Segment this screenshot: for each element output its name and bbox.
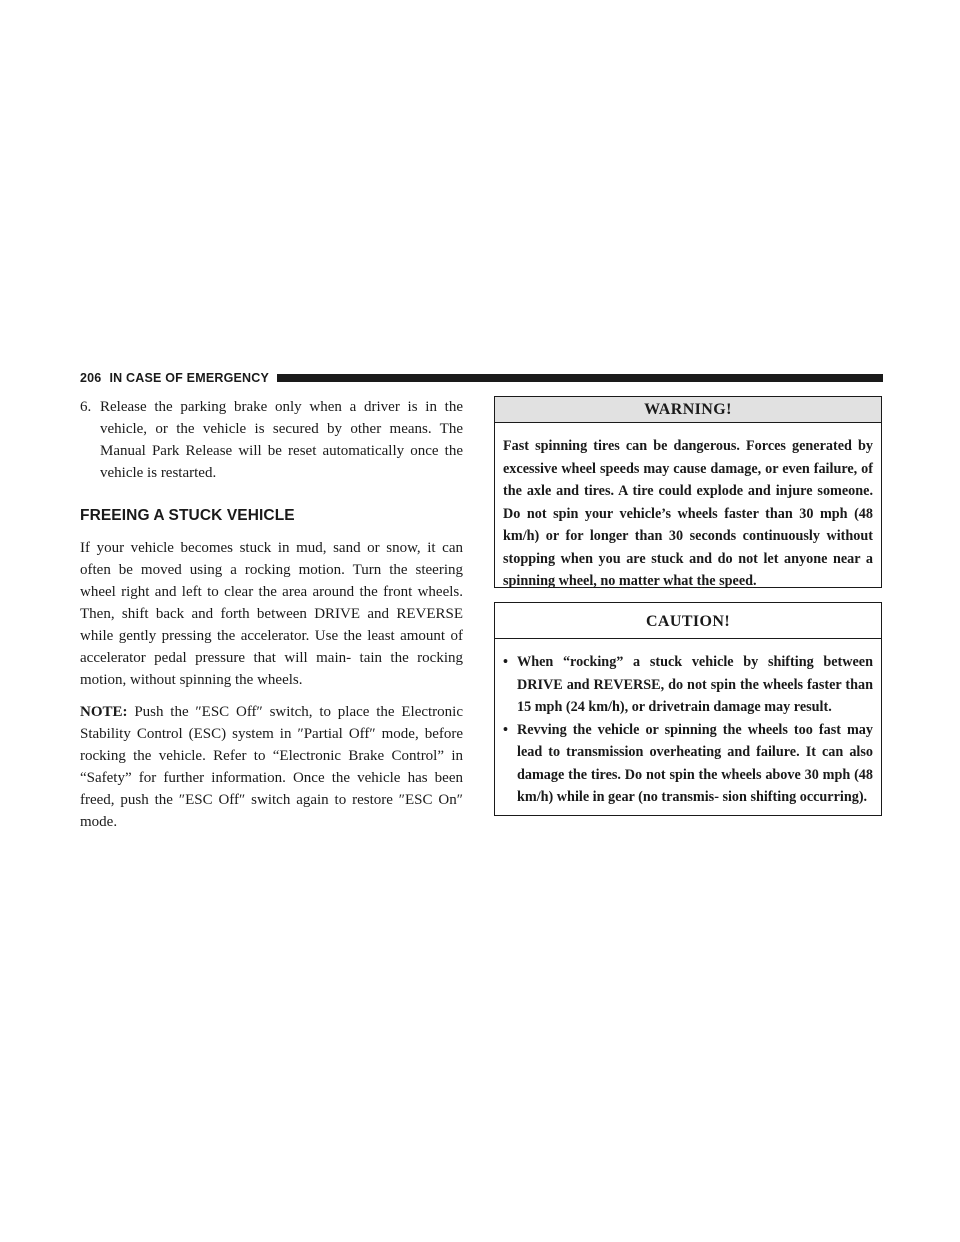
page-header — [80, 371, 883, 385]
warning-title: WARNING! — [495, 397, 881, 423]
warning-text: Fast spinning tires can be dangerous. Forces generated by excessive wheel speeds may cause damage, or even failure, of the axle and tires. A tire could explode and injure someone. Do not spin your vehicle’s wheels faster than 30 mph (48 km/h) or for longer than 30 seconds continuously without stopping when you are stuck and do not let anyone near a spinning wheel, no matter what the speed. — [503, 438, 873, 589]
note-label: NOTE: — [80, 704, 128, 720]
step-text: Release the parking brake only when a driver is in the vehicle, or the vehicle is secured by other means. The Manual Park Release will be reset automatically once the vehicle is restarted. — [100, 399, 463, 481]
caution-item-text: When “rocking” a stuck vehicle by shifting between DRIVE and REVERSE, do not spin the wheels faster than 15 mph (24 km/h), or drivetrain damage may result. — [517, 654, 873, 715]
body-paragraph: If your vehicle becomes stuck in mud, sand or snow, it can often be moved using a rocking motion. Turn the steering wheel right and left to clear the area around the front wheels. Then, shift back and forth between DRIVE and REVERSE while gently pressing the accelerator. Use the least amount of accelerator pedal pressure that will main- tain the rocking motion, without spinning the wheels. — [80, 540, 463, 688]
caution-list — [495, 639, 881, 809]
page-number: 206 — [80, 371, 102, 385]
note-text: Push the ″ESC Off″ switch, to place the Electronic Stability Control (ESC) system in ″Partial Off″ mode, before rocking the vehicle. Refer to “Electronic Brake Control” in “Safety” for further information. Once the vehicle has been freed, push the ″ESC Off″ switch again to restore ″ESC On″ mode. — [80, 704, 463, 830]
warning-box — [494, 396, 882, 588]
caution-item-text: Revving the vehicle or spinning the wheels too fast may lead to transmission overheating and failure. It can also damage the tires. Do not spin the wheels above 30 mph (48 km/h) while in gear (no transmis- sion shifting occurring). — [517, 721, 873, 805]
bullet-icon: • — [503, 654, 508, 670]
left-column — [80, 396, 463, 833]
caution-item — [503, 651, 873, 719]
step-6 — [80, 396, 463, 484]
caution-item — [503, 719, 873, 809]
section-heading: FREEING A STUCK VEHICLE — [80, 507, 295, 524]
note-paragraph — [80, 701, 463, 833]
bullet-icon: • — [503, 721, 508, 738]
section-title: IN CASE OF EMERGENCY — [109, 371, 270, 385]
step-number: 6. — [80, 399, 92, 415]
caution-box — [494, 602, 882, 816]
header-rule — [277, 374, 883, 382]
caution-title: CAUTION! — [495, 603, 881, 639]
